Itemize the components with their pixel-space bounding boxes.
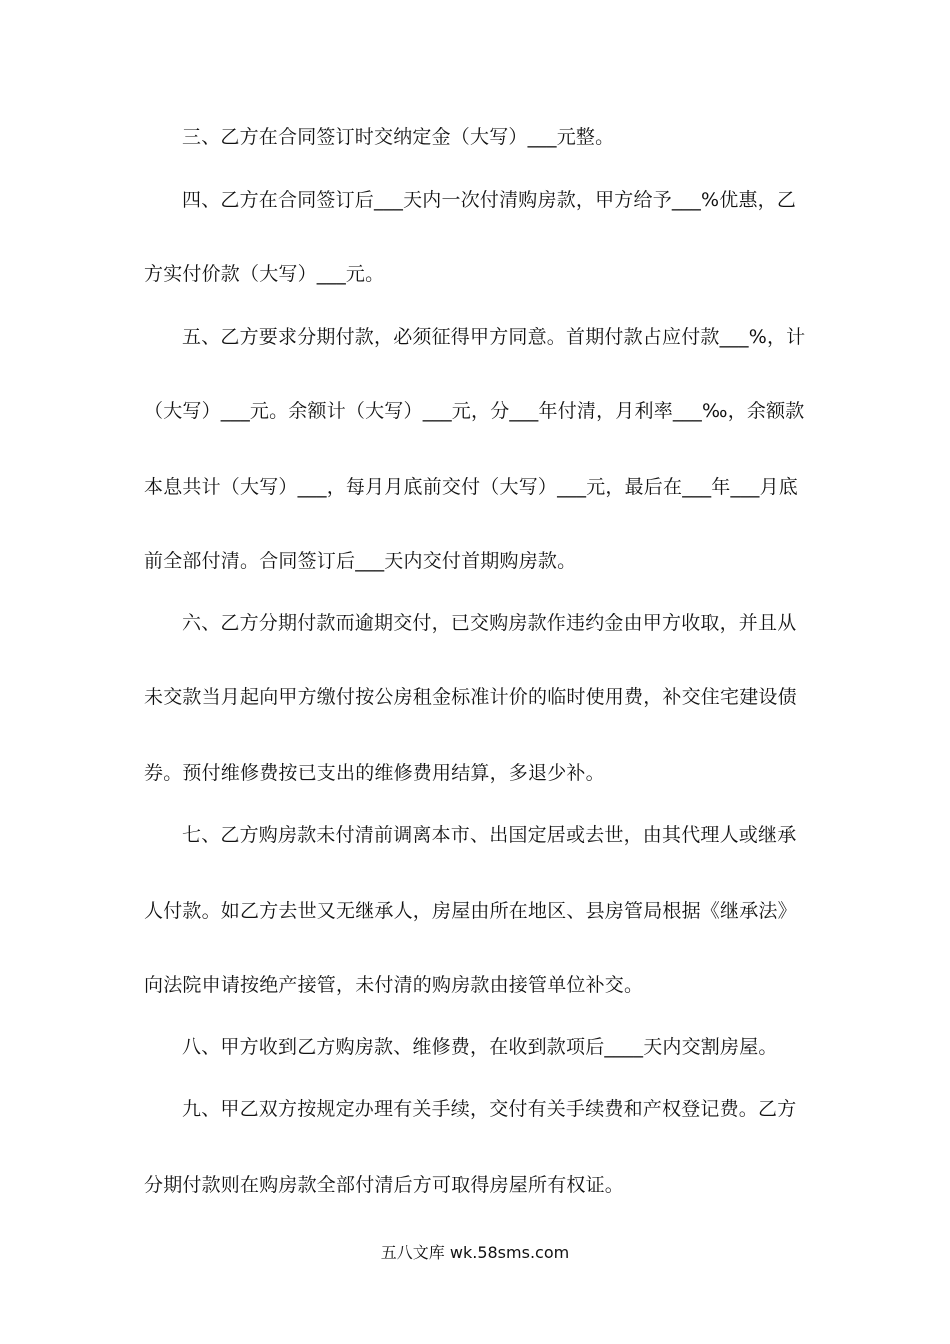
text-line: 分期付款则在购房款全部付清后方可取得房屋所有权证。 [144,1174,625,1196]
text-line: 向法院申请按绝产接管，未付清的购房款由接管单位补交。 [144,974,644,996]
paragraph-7-line-1 [0,822,950,848]
text-line: 八、甲方收到乙方购房款、维修费，在收到款项后____天内交割房屋。 [182,1036,778,1058]
text-line: 三、乙方在合同签订时交纳定金（大写）___元整。 [182,126,615,148]
paragraph-7-line-2 [0,898,950,924]
text-line: 四、乙方在合同签订后___天内一次付清购房款，甲方给予___%优惠，乙 [182,189,797,211]
paragraph-5-line-3 [0,474,950,500]
text-line: 七、乙方购房款未付清前调离本市、出国定居或去世，由其代理人或继承 [182,824,797,846]
paragraph-6-line-3 [0,760,950,786]
paragraph-9-line-1 [0,1096,950,1122]
paragraph-5-line-4 [0,548,950,574]
paragraph-3-line-1 [0,124,950,150]
text-line: 六、乙方分期付款而逾期交付，已交购房款作违约金由甲方收取，并且从 [182,612,797,634]
text-line: （大写）___元。余额计（大写）___元，分___年付清，月利率___‰，余额款 [144,400,805,422]
text-line: 前全部付清。合同签订后___天内交付首期购房款。 [144,550,577,572]
text-line: 五、乙方要求分期付款，必须征得甲方同意。首期付款占应付款___%，计 [182,326,806,348]
text-line: 人付款。如乙方去世又无继承人，房屋由所在地区、县房管局根据《继承法》 [144,900,797,922]
paragraph-6-line-1 [0,610,950,636]
paragraph-4-line-1 [0,187,950,213]
text-line: 未交款当月起向甲方缴付按公房租金标准计价的临时使用费，补交住宅建设债 [144,686,797,708]
paragraph-8-line-1 [0,1034,950,1060]
paragraph-5-line-1 [0,324,950,350]
text-line: 本息共计（大写）___，每月月底前交付（大写）___元，最后在___年___月底 [144,476,799,498]
paragraph-6-line-2 [0,684,950,710]
page-footer [0,1241,950,1265]
paragraph-4-line-2 [0,261,950,287]
footer-watermark-text: 五八文库 wk.58sms.com [380,1243,570,1262]
text-line: 九、甲乙双方按规定办理有关手续，交付有关手续费和产权登记费。乙方 [182,1098,797,1120]
paragraph-9-line-2 [0,1172,950,1198]
paragraph-5-line-2 [0,398,950,424]
text-line: 方实付价款（大写）___元。 [144,263,385,285]
text-line: 券。预付维修费按已支出的维修费用结算，多退少补。 [144,762,605,784]
paragraph-7-line-3 [0,972,950,998]
